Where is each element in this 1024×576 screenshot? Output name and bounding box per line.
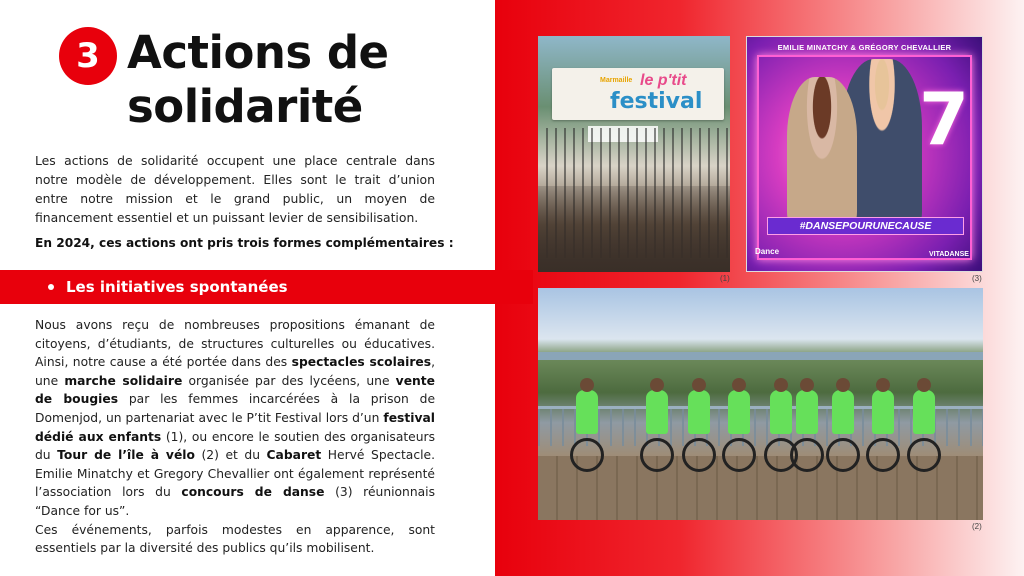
title-line-1: Actions de [127,26,389,79]
rider-head [650,378,664,392]
band-heading: Les initiatives spontanées [66,278,288,296]
closing-paragraph: Ces événements, parfois modestes en apparence, sont essentiels par la diversité des publics qu’ils mobilisent. [35,522,435,556]
body-text-run: (1), ou encore le soutien des organisateurs du [35,429,435,463]
body-text-run: par les femmes incarcérées à la prison de Domenjod, un partenariat avec le P’tit Festival lors d’un [35,392,436,425]
dancer-names: EMILIE MINATCHY & GRÉGORY CHEVALLIER [777,43,952,52]
bike-wheel [790,438,824,472]
rider-head [774,378,788,392]
rider [576,390,598,434]
hashtag-banner: #DANSEPOURUNECAUSE [767,217,964,235]
bullet-icon [48,284,54,290]
rider-head [580,378,594,392]
section-heading-band [0,270,533,304]
intro-paragraph: Les actions de solidarité occupent une place centrale dans notre modèle de développement. Elles sont le trait d’union entre notre mission et le grand public, un moyen de financement essentiel et un puissant levier de sensibilisation. [35,153,435,225]
rider [728,390,750,434]
rider [796,390,818,434]
bike-wheel [640,438,674,472]
highlight-cabaret: Cabaret [266,448,322,463]
body-text [35,316,435,558]
body-text-run: organisée par des lycéens, une [182,373,396,388]
rider [832,390,854,434]
festival-caption: (1) [720,274,730,283]
rider [770,390,792,434]
bike-wheel [570,438,604,472]
rider [646,390,668,434]
rider-head [836,378,850,392]
bike-wheel [866,438,900,472]
festival-crowd [538,186,730,272]
rider-head [800,378,814,392]
body-paragraph [35,316,435,521]
dancer-emilie [787,77,857,227]
page-title [127,26,487,134]
highlight-solidarity-walk: marche solidaire [64,373,183,388]
bike-tour-photo [538,288,983,520]
rider [688,390,710,434]
highlight-bike-tour: Tour de l’île à vélo [57,448,195,463]
body-text-run: , une [35,355,435,388]
body-text-run: (2) et du [194,448,267,463]
intro-bold-line: En 2024, ces actions ont pris trois formes complémentaires : [35,236,454,250]
highlight-dance-contest: concours de danse [181,485,325,500]
rider-head [876,378,890,392]
bike-wheel [722,438,756,472]
bike-wheel [682,438,716,472]
body-text-run: (3) réunionnais “Dance for us”. [35,485,435,518]
festival-photo [538,36,730,272]
dance-poster [746,36,983,272]
body-text-run: Hervé Spectacle. Emilie Minatchy et Gregory Chevallier ont également représenté l’association lors du [35,448,435,500]
highlight-school-shows: spectacles scolaires [291,355,432,370]
contest-number: 7 [919,77,970,161]
bike-caption: (2) [972,522,982,531]
dance-caption: (3) [972,274,982,283]
highlight-kids-festival: festival dédié aux enfants [35,410,435,444]
festival-banner-word: festival [610,89,703,114]
rider-head [732,378,746,392]
bridge-structure [538,352,983,360]
rider [913,390,935,434]
rider-head [692,378,706,392]
festival-banner [552,68,724,120]
body-text-run: Nous avons reçu de nombreuses propositions émanant de citoyens, d’étudiants, de structures culturelles ou éducatives. Ainsi, notre cause a été portée dans des [35,318,435,370]
title-line-2: solidarité [127,80,363,133]
festival-banner-small: Marmaille [600,77,633,84]
rider-head [917,378,931,392]
rider [872,390,894,434]
highlight-candle-sale: vente de bougies [35,373,436,407]
bike-wheel [907,438,941,472]
bike-wheel [826,438,860,472]
vitadanse-logo: VITADANSE [929,251,969,258]
section-number-badge: 3 [59,27,117,85]
dance-logo: Dance [755,247,780,256]
festival-banner-le: le p'tit [640,72,687,89]
